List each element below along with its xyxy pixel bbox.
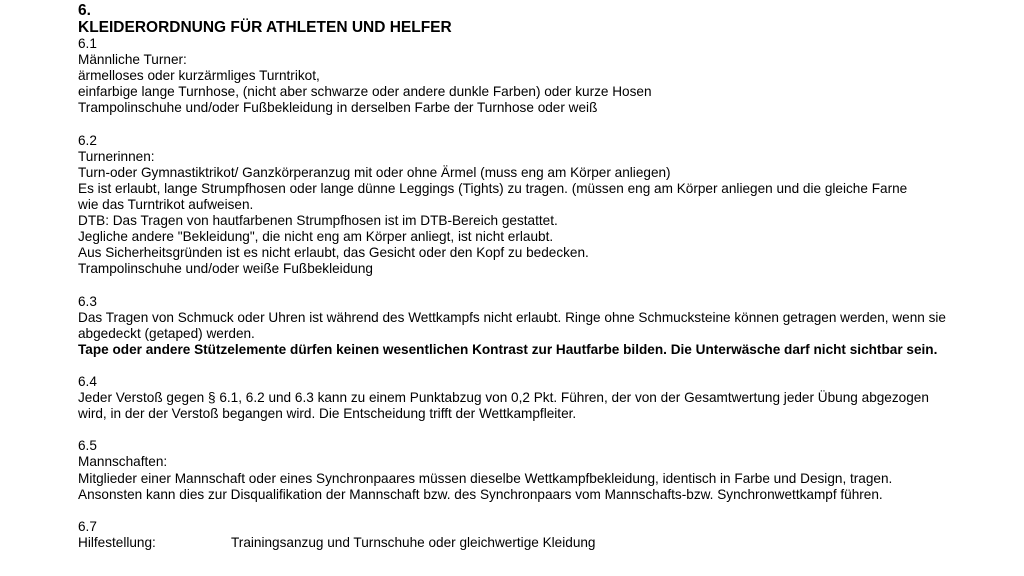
subsection-6-2-line: DTB: Das Tragen von hautfarbenen Strumpfhosen ist im DTB-Bereich gestattet. <box>78 213 558 229</box>
document-body <box>78 3 978 551</box>
subsection-6-2-line: Aus Sicherheitsgründen ist es nicht erlaubt, das Gesicht oder den Kopf zu bedecken. <box>78 245 589 261</box>
spacer <box>78 422 978 438</box>
subsection-6-2-line: Trampolinschuhe und/oder weiße Fußbekleidung <box>78 261 373 277</box>
subsection-6-2-heading: Turnerinnen: <box>78 148 155 164</box>
subsection-6-1-number: 6.1 <box>78 36 97 51</box>
subsection-6-7-number: 6.7 <box>78 518 97 534</box>
subsection-6-3-text: Das Tragen von Schmuck oder Uhren ist während des Wettkampfs nicht erlaubt. Ringe ohne Schmucksteine können getragen werden, wenn sie abgedeckt (getaped) werden. <box>78 309 946 341</box>
subsection-6-1-heading: Männliche Turner: <box>78 52 187 68</box>
subsection-6-4-text: Jeder Verstoß gegen § 6.1, 6.2 und 6.3 kann zu einem Punktabzug von 0,2 Pkt. Führen, der von der Gesamtwertung jeder Übung abgezogen wird, in der der Verstoß begangen wird. Die Entscheidung trifft der Wettkampfleiter. <box>78 390 929 422</box>
subsection-6-1-line: einfarbige lange Turnhose, (nicht aber schwarze oder andere dunkle Farben) oder kurze Hosen <box>78 84 652 100</box>
subsection-6-2-line: Turn-oder Gymnastiktrikot/ Ganzkörperanzug mit oder ohne Ärmel (muss eng am Körper anliegen) <box>78 164 671 180</box>
subsection-6-1-line: ärmelloses oder kurzärmliges Turntrikot, <box>78 68 320 84</box>
subsection-6-5-line: Ansonsten kann dies zur Disqualifikation der Mannschaft bzw. des Synchronpaars vom Mannschafts-bzw. Synchronwettkampf führen. <box>78 486 883 502</box>
subsection-6-5-heading: Mannschaften: <box>78 454 168 470</box>
subsection-6-7-label: Hilfestellung: <box>78 534 156 550</box>
spacer <box>78 503 978 519</box>
subsection-6-3-number: 6.3 <box>78 293 97 309</box>
subsection-6-2-number: 6.2 <box>78 132 97 148</box>
subsection-6-2-line: Jegliche andere "Bekleidung", die nicht eng am Körper anliegt, ist nicht erlaubt. <box>78 229 554 245</box>
subsection-6-5-number: 6.5 <box>78 438 97 454</box>
spacer <box>78 116 978 132</box>
subsection-6-3-bold-text: Tape oder andere Stützelemente dürfen keinen wesentlichen Kontrast zur Hautfarbe bilden. Die Unterwäsche darf nicht sichtbar sein. <box>78 341 938 357</box>
subsection-6-2-line: Es ist erlaubt, lange Strumpfhosen oder lange dünne Leggings (Tights) zu tragen. (müssen eng am Körper anliegen und die gleiche Farne wie das Turntrikot aufweisen. <box>78 180 908 212</box>
subsection-6-4-number: 6.4 <box>78 373 97 389</box>
subsection-6-1-line: Trampolinschuhe und/oder Fußbekleidung in derselben Farbe der Turnhose oder weiß <box>78 100 598 116</box>
section-title: KLEIDERORDNUNG FÜR ATHLETEN UND HELFER <box>78 18 452 36</box>
subsection-6-7-value: Trainingsanzug und Turnschuhe oder gleichwertige Kleidung <box>231 534 596 550</box>
spacer <box>78 358 978 374</box>
subsection-6-7-row <box>78 535 978 551</box>
subsection-6-5-line: Mitglieder einer Mannschaft oder eines Synchronpaares müssen dieselbe Wettkampfbekleidung, identisch in Farbe und Design, tragen. <box>78 470 893 486</box>
spacer <box>78 277 978 293</box>
section-number: 6. <box>78 2 91 19</box>
